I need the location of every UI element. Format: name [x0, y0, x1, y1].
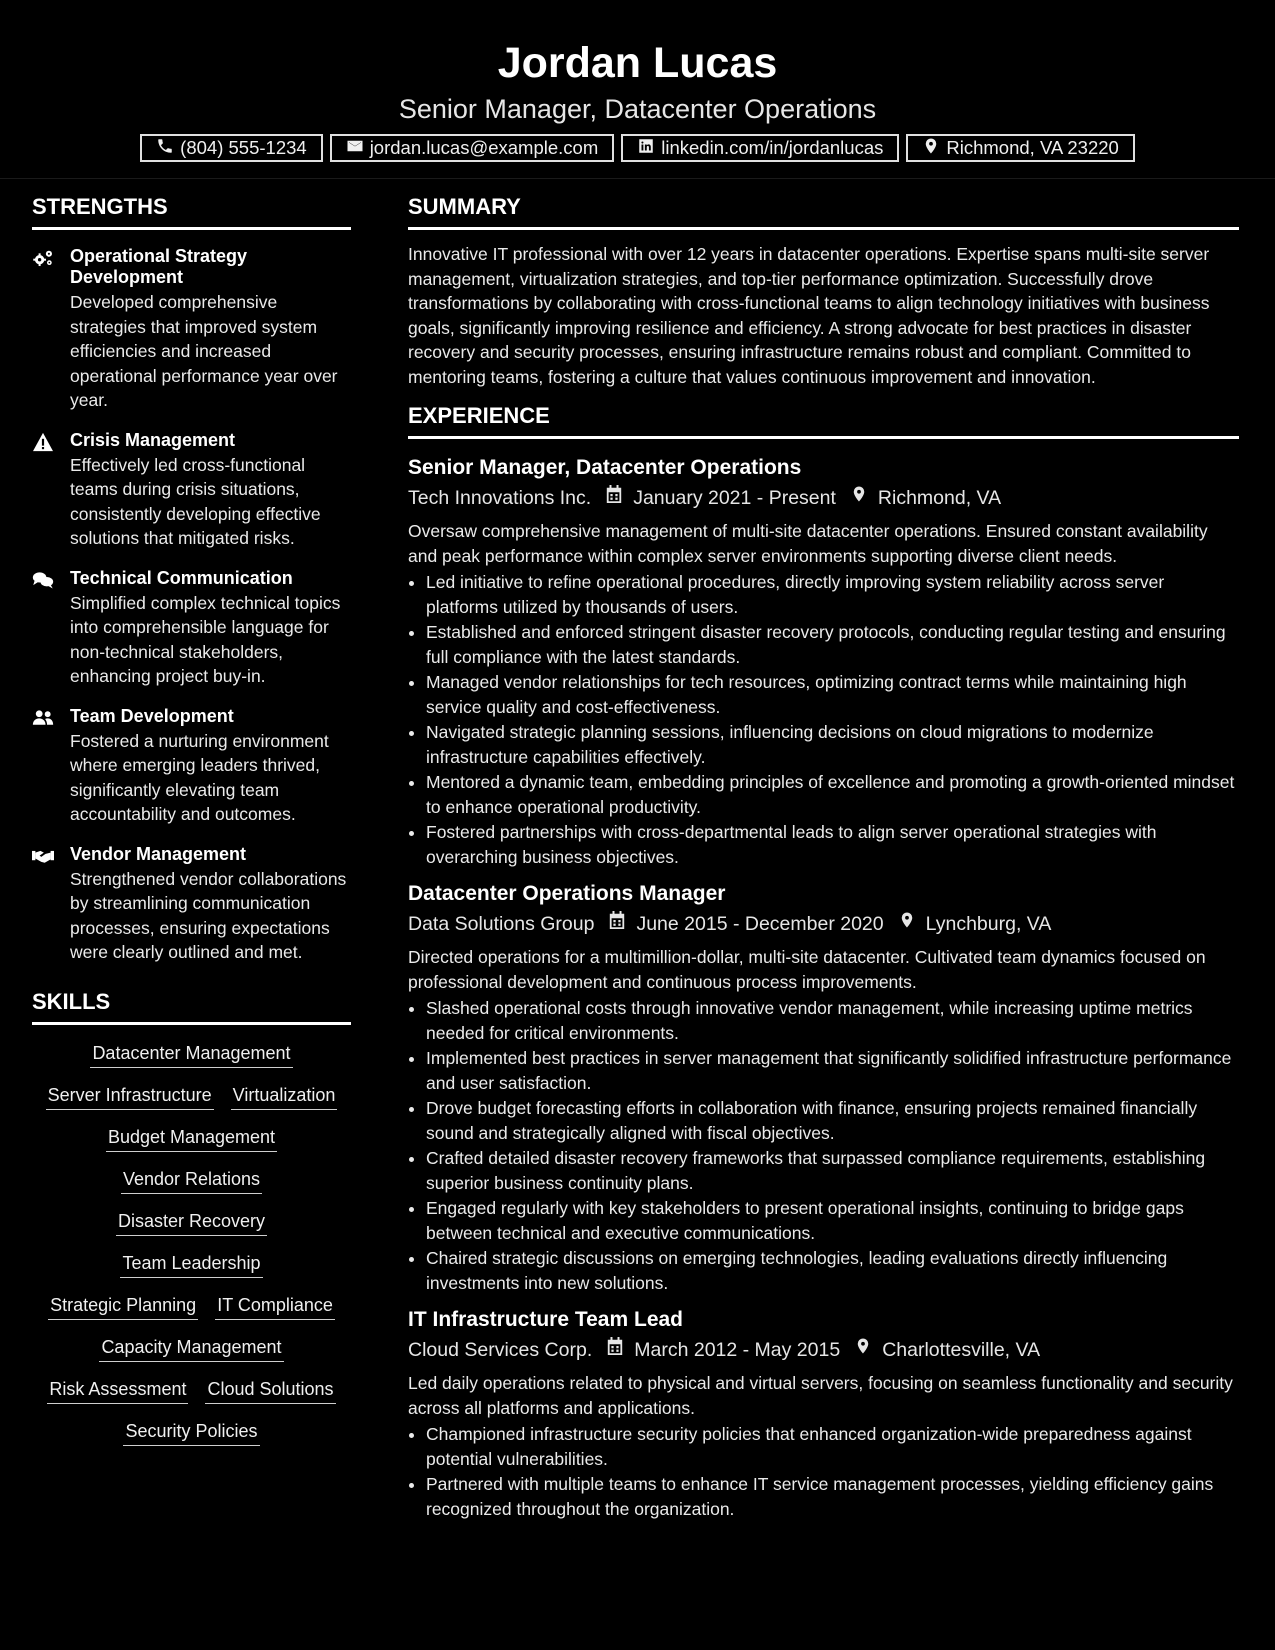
- job-bullet: • Championed infrastructure security policies that enhanced organization-wide preparedness against potential vulnerabilities.: [426, 1422, 1239, 1471]
- skill-row: [32, 1335, 351, 1362]
- strength-desc: Simplified complex technical topics into comprehensible language for non-technical stakeholders, enhancing project buy-in.: [70, 592, 341, 686]
- job-dates: January 2021 - Present: [633, 486, 836, 509]
- skill-tag: Team Leadership: [120, 1251, 262, 1278]
- job-bullet: • Partnered with multiple teams to enhance IT service management processes, yielding efficiency gains recognized throughout the organization.: [426, 1472, 1239, 1521]
- strength-desc: Developed comprehensive strategies that improved system efficiencies and increased operational performance year over year.: [70, 292, 338, 410]
- job-bullet: • Mentored a dynamic team, embedding principles of excellence and promoting a growth-oriented mindset to enhance operational productivity.: [426, 770, 1239, 819]
- chat-bubbles-icon: [32, 568, 56, 689]
- strength-item: [32, 844, 351, 965]
- job-description: Oversaw comprehensive management of multi-site datacenter operations. Ensured constant availability and peak performance within complex server environments supporting diverse client needs.: [408, 521, 1208, 566]
- job-bullet: • Fostered partnerships with cross-departmental leads to align server operational strategies with overarching business objectives.: [426, 820, 1239, 869]
- job-bullet: • Led initiative to refine operational procedures, directly improving system reliability across server platforms utilized by thousands of users.: [426, 570, 1239, 619]
- job-title: Senior Manager, Datacenter Operations: [408, 456, 802, 479]
- map-pin-icon: [884, 910, 926, 937]
- skill-row: [32, 1209, 351, 1236]
- calendar-icon: [591, 484, 633, 511]
- skill-row: [32, 1419, 351, 1446]
- skill-row: [32, 1167, 351, 1194]
- job-location: Richmond, VA: [877, 486, 1002, 509]
- job-bullet: • Established and enforced stringent disaster recovery protocols, conducting regular testing and ensuring full compliance with the latest standards.: [426, 620, 1239, 669]
- skill-tag: Risk Assessment: [47, 1377, 188, 1404]
- skill-tag: Capacity Management: [99, 1335, 283, 1362]
- job-bullet: • Managed vendor relationships for tech resources, optimizing contract terms while maintaining high service quality and cost-effectiveness.: [426, 670, 1239, 719]
- job-bullet: • Crafted detailed disaster recovery frameworks that surpassed compliance requirements, establishing superior business continuity plans.: [426, 1146, 1239, 1195]
- skill-row: [32, 1251, 351, 1278]
- contact-phone-text: (804) 555-1234: [180, 137, 307, 158]
- resume-header: [0, 0, 1275, 179]
- summary-heading: SUMMARY: [408, 196, 1239, 230]
- strength-item: [32, 568, 351, 689]
- skill-tag: Server Infrastructure: [46, 1083, 214, 1110]
- job-title: Datacenter Operations Manager: [408, 882, 726, 905]
- warning-triangle-icon: [32, 430, 56, 551]
- skill-tag: Vendor Relations: [121, 1167, 262, 1194]
- job-bullets: [408, 996, 1239, 1295]
- job-meta: [408, 910, 1239, 937]
- job-company: Tech Innovations Inc.: [408, 486, 592, 509]
- strength-item: [32, 246, 351, 413]
- job-entry: [408, 881, 1239, 1295]
- candidate-name: Jordan Lucas: [497, 39, 778, 87]
- skills-list: [32, 1041, 351, 1446]
- job-bullet: • Drove budget forecasting efforts in collaboration with finance, ensuring projects remained financially sound and strategically aligned with fiscal objectives.: [426, 1096, 1239, 1145]
- job-bullet: • Implemented best practices in server management that significantly solidified infrastructure performance and user satisfaction.: [426, 1046, 1239, 1095]
- contact-location-text: Richmond, VA 23220: [946, 137, 1119, 158]
- skill-tag: Virtualization: [231, 1083, 338, 1110]
- skills-heading: SKILLS: [32, 991, 351, 1025]
- candidate-title: Senior Manager, Datacenter Operations: [398, 94, 877, 124]
- job-meta: [408, 1336, 1239, 1363]
- skill-tag: Strategic Planning: [48, 1293, 198, 1320]
- contact-linkedin-text: linkedin.com/in/jordanlucas: [661, 137, 884, 158]
- skill-tag: Cloud Solutions: [205, 1377, 335, 1404]
- job-bullet: • Chaired strategic discussions on emerging technologies, leading evaluations directly influencing investments into new solutions.: [426, 1246, 1239, 1295]
- job-entry: [408, 1307, 1239, 1521]
- job-dates: June 2015 - December 2020: [636, 912, 884, 935]
- map-pin-icon: [922, 137, 940, 160]
- envelope-icon: [346, 137, 364, 160]
- job-company: Cloud Services Corp.: [408, 1338, 593, 1361]
- job-meta: [408, 484, 1239, 511]
- calendar-icon: [592, 1336, 634, 1363]
- job-dates: March 2012 - May 2015: [634, 1338, 841, 1361]
- job-bullet: • Engaged regularly with key stakeholders to present operational insights, continuing to bridge gaps between technical and executive communications.: [426, 1196, 1239, 1245]
- strength-desc: Strengthened vendor collaborations by streamlining communication processes, ensuring expectations were clearly outlined and met.: [70, 868, 347, 962]
- skill-row: [32, 1125, 351, 1152]
- strength-title: Operational Strategy Development: [70, 246, 248, 287]
- job-company: Data Solutions Group: [408, 912, 595, 935]
- job-entry: [408, 455, 1239, 869]
- users-icon: [32, 706, 56, 827]
- job-description: Directed operations for a multimillion-dollar, multi-site datacenter. Cultivated team dynamics focused on professional development and continuous process improvements.: [408, 947, 1206, 992]
- strength-title: Vendor Management: [70, 843, 247, 864]
- strength-item: [32, 706, 351, 827]
- right-column: [408, 196, 1239, 1533]
- job-bullet: • Navigated strategic planning sessions, influencing decisions on cloud migrations to modernize infrastructure capabilities effectively.: [426, 720, 1239, 769]
- skill-row: [32, 1041, 351, 1068]
- job-bullets: [408, 1422, 1239, 1521]
- left-column: [32, 196, 351, 1446]
- calendar-icon: [594, 910, 636, 937]
- skill-tag: Disaster Recovery: [116, 1209, 267, 1236]
- phone-icon: [156, 137, 174, 160]
- skill-tag: Security Policies: [123, 1419, 259, 1446]
- contact-bar: [0, 134, 1275, 162]
- contact-email-text: jordan.lucas@example.com: [369, 137, 599, 158]
- summary-text: Innovative IT professional with over 12 years in datacenter operations. Expertise spans multi-site server management, virtualization strategies, and top-tier performance optimization. Successfully drove transformations by collaborating with cross-functional teams to align technology initiatives with business goals, significantly improving resilience and efficiency. A strong advocate for best practices in disaster recovery and security processes, ensuring infrastructure remains robust and compliant. Committed to mentoring teams, fostering a culture that values continuous improvement and innovation.: [408, 244, 1210, 387]
- contact-linkedin[interactable]: [621, 134, 899, 162]
- job-location: Charlottesville, VA: [882, 1338, 1041, 1361]
- map-pin-icon: [840, 1336, 882, 1363]
- experience-heading: EXPERIENCE: [408, 405, 1239, 439]
- strengths-heading: STRENGTHS: [32, 196, 351, 230]
- contact-phone[interactable]: [140, 134, 323, 162]
- map-pin-icon: [836, 484, 878, 511]
- strength-desc: Effectively led cross-functional teams during crisis situations, consistently developing effective solutions that mitigated risks.: [70, 454, 321, 548]
- gears-icon: [32, 246, 56, 413]
- linkedin-icon: [637, 137, 655, 160]
- job-bullet: • Slashed operational costs through innovative vendor management, while increasing uptime metrics needed for critical environments.: [426, 996, 1239, 1045]
- strength-title: Crisis Management: [70, 429, 236, 450]
- handshake-icon: [32, 844, 56, 965]
- job-location: Lynchburg, VA: [925, 912, 1052, 935]
- job-bullets: [408, 570, 1239, 869]
- skill-tag: IT Compliance: [215, 1293, 335, 1320]
- strength-title: Technical Communication: [70, 567, 293, 588]
- contact-email[interactable]: [330, 134, 615, 162]
- contact-location[interactable]: [906, 134, 1134, 162]
- job-title: IT Infrastructure Team Lead: [408, 1308, 684, 1331]
- strength-title: Team Development: [70, 705, 234, 726]
- skill-tag: Budget Management: [106, 1125, 277, 1152]
- strength-item: [32, 430, 351, 551]
- strength-desc: Fostered a nurturing environment where emerging leaders thrived, significantly elevating team accountability and outcomes.: [70, 730, 329, 824]
- job-description: Led daily operations related to physical and virtual servers, focusing on seamless functionality and security across all platforms and applications.: [408, 1373, 1233, 1418]
- skill-tag: Datacenter Management: [90, 1041, 292, 1068]
